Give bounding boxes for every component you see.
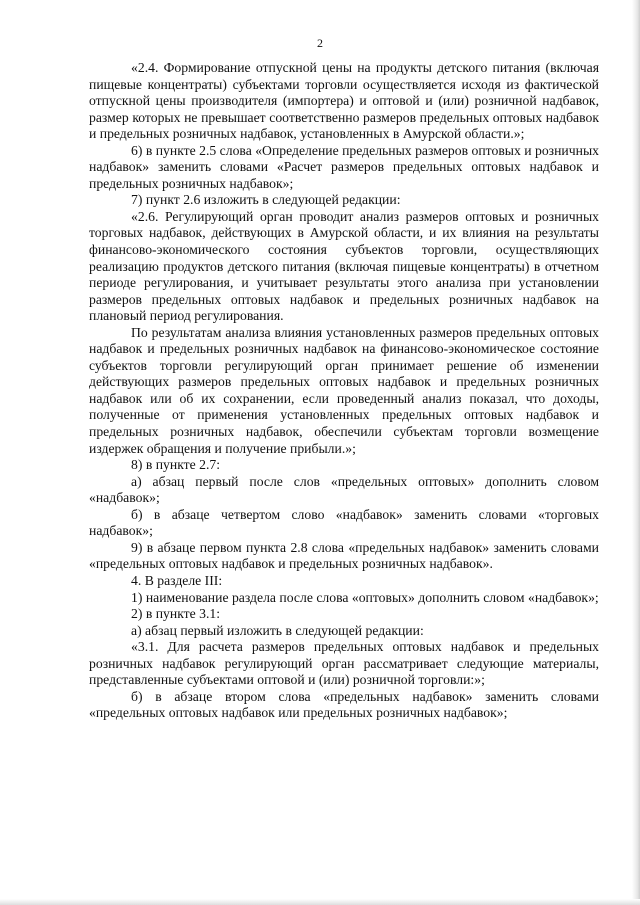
scan-bottom-edge xyxy=(0,899,640,905)
paragraph-item-8b: б) в абзаце четвертом слово «надбавок» заменить словами «торговых надбавок»; xyxy=(89,506,599,539)
paragraph-section-4-item-2: 2) в пункте 3.1: xyxy=(131,606,221,622)
scan-right-edge xyxy=(632,0,640,905)
document-body xyxy=(89,60,599,722)
paragraph-item-7: 7) пункт 2.6 изложить в следующей редакции: xyxy=(131,192,401,208)
paragraph-section-4-item-2b: б) в абзаце втором слова «предельных надбавок» заменить словами «предельных оптовых надбавок или предельных розничных надбавок»; xyxy=(89,688,599,721)
paragraph-2-4: «2.4. Формирование отпускной цены на продукты детского питания (включая пищевые концентраты) субъектами торговли осуществляется исходя из фактической отпускной цены производителя (импортера) и оптовой и (или) розничной надбавок, размер которых не превышает соответственно размеров предельных оптовых надбавок и предельных розничных надбавок, установленных в Амурской области.»; xyxy=(89,60,599,142)
page-number: 2 xyxy=(317,36,323,50)
paragraph-section-4-item-1: 1) наименование раздела после слова «оптовых» дополнить словом «надбавок»; xyxy=(131,589,599,605)
paragraph-item-9: 9) в абзаце первом пункта 2.8 слова «предельных надбавок» заменить словами «предельных оптовых надбавок и предельных розничных надбавок». xyxy=(89,539,599,572)
paragraph-item-6: 6) в пункте 2.5 слова «Определение предельных размеров оптовых и розничных надбавок» заменить словами «Расчет размеров предельных оптовых надбавок и предельных розничных надбавок»; xyxy=(89,142,599,191)
paragraph-2-6: «2.6. Регулирующий орган проводит анализ размеров оптовых и розничных торговых надбавок, действующих в Амурской области, и их влияния на результаты финансово-экономического состояния субъектов торговли, осуществляющих реализацию продуктов детского питания (включая пищевые концентраты) в отчетном периоде регулирования, и учитывает результаты этого анализа при установлении размеров предельных оптовых надбавок и предельных розничных надбавок на плановый период регулирования. xyxy=(89,208,599,324)
paragraph-section-4: 4. В разделе III: xyxy=(131,572,223,588)
paragraph-item-8: 8) в пункте 2.7: xyxy=(131,457,221,473)
paragraph-3-1: «3.1. Для расчета размеров предельных оптовых надбавок и предельных розничных надбавок регулирующий орган рассматривает следующие материалы, представленные субъектами оптовой и (или) розничной торговли:»; xyxy=(89,639,599,688)
paragraph-item-8a: а) абзац первый после слов «предельных оптовых» дополнить словом «надбавок»; xyxy=(89,473,599,506)
paragraph-analysis-results: По результатам анализа влияния установленных размеров предельных оптовых надбавок и предельных розничных надбавок на финансово-экономическое состояние субъектов торговли регулирующий орган принимает решение об изменении действующих размеров предельных оптовых надбавок и предельных розничных надбавок или об их сохранении, если проведенный анализ показал, что доходы, полученные от применения установленных предельных оптовых надбавок и предельных розничных надбавок, обеспечили субъектам торговли возмещение издержек обращения и получение прибыли.»; xyxy=(89,324,599,456)
paragraph-section-4-item-2a: а) абзац первый изложить в следующей редакции: xyxy=(131,622,424,638)
